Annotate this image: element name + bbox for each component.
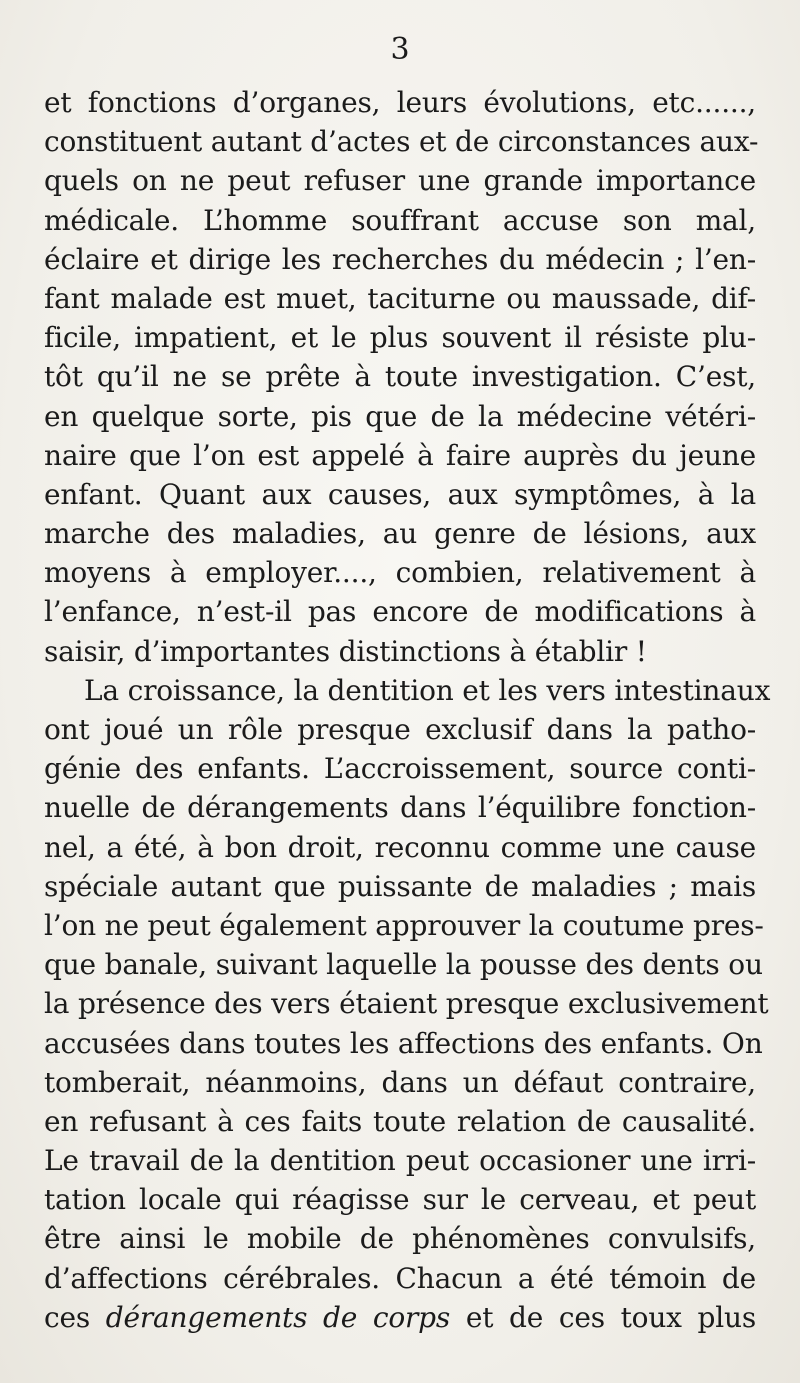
- text-line: médicale. L’homme souffrant accuse son mal,: [44, 203, 756, 237]
- text-line: La croissance, la dentition et les vers intestinaux: [84, 673, 771, 707]
- text-line: moyens à employer...., combien, relativement à: [44, 556, 756, 590]
- text-line: accusées dans toutes les affections des enfants. On: [44, 1026, 763, 1060]
- text-line: constituent autant d’actes et de circonstances aux-: [44, 125, 759, 159]
- body-text: [44, 83, 771, 1337]
- text-line: nel, a été, à bon droit, reconnu comme une cause: [44, 830, 756, 864]
- text-line: que banale, suivant laquelle la pousse des dents ou: [44, 948, 763, 982]
- text-line: quels on ne peut refuser une grande importance: [44, 164, 756, 198]
- text-line: la présence des vers étaient presque exclusivement: [44, 987, 769, 1021]
- text-line: enfant. Quant aux causes, aux symptômes, à la: [44, 477, 756, 511]
- text-line: fant malade est muet, taciturne ou maussade, dif-: [44, 281, 756, 315]
- text-line: nuelle de dérangements dans l’équilibre fonction-: [44, 791, 756, 825]
- page-number: 3: [390, 32, 410, 67]
- text-line: en refusant à ces faits toute relation de causalité.: [44, 1104, 756, 1138]
- text-line: tomberait, néanmoins, dans un défaut contraire,: [44, 1065, 756, 1099]
- text-line: spéciale autant que puissante de maladies ; mais: [44, 869, 756, 903]
- text-line: être ainsi le mobile de phénomènes convulsifs,: [44, 1222, 756, 1256]
- text-line: saisir, d’importantes distinctions à établir !: [44, 634, 647, 668]
- text-line: l’enfance, n’est-il pas encore de modifications à: [44, 595, 756, 629]
- text-line: éclaire et dirige les recherches du médecin ; l’en-: [44, 242, 756, 276]
- text-line: et fonctions d’organes, leurs évolutions, etc......,: [44, 86, 756, 119]
- text-line: en quelque sorte, pis que de la médecine vétéri-: [44, 399, 756, 433]
- text-line: ficile, impatient, et le plus souvent il résiste plu-: [44, 321, 756, 355]
- text-fragment: et de ces toux plus: [450, 1300, 756, 1334]
- text-line: génie des enfants. L’accroissement, source conti-: [44, 752, 756, 786]
- text-line: naire que l’on est appelé à faire auprès du jeune: [44, 438, 756, 472]
- text-fragment: ces: [44, 1300, 106, 1334]
- text-line: tation locale qui réagisse sur le cerveau, et peut: [44, 1183, 756, 1217]
- text-line: marche des maladies, au genre de lésions, aux: [44, 517, 756, 551]
- text-line-final: [44, 1298, 756, 1337]
- italic-phrase: dérangements de corps: [105, 1300, 451, 1334]
- text-line: Le travail de la dentition peut occasioner une irri-: [44, 1144, 756, 1178]
- text-line: ont joué un rôle presque exclusif dans la patho-: [44, 713, 756, 746]
- text-line: tôt qu’il ne se prête à toute investigation. C’est,: [44, 360, 756, 394]
- text-line: l’on ne peut également approuver la coutume pres-: [44, 908, 764, 942]
- text-line: d’affections cérébrales. Chacun a été témoin de: [44, 1261, 756, 1295]
